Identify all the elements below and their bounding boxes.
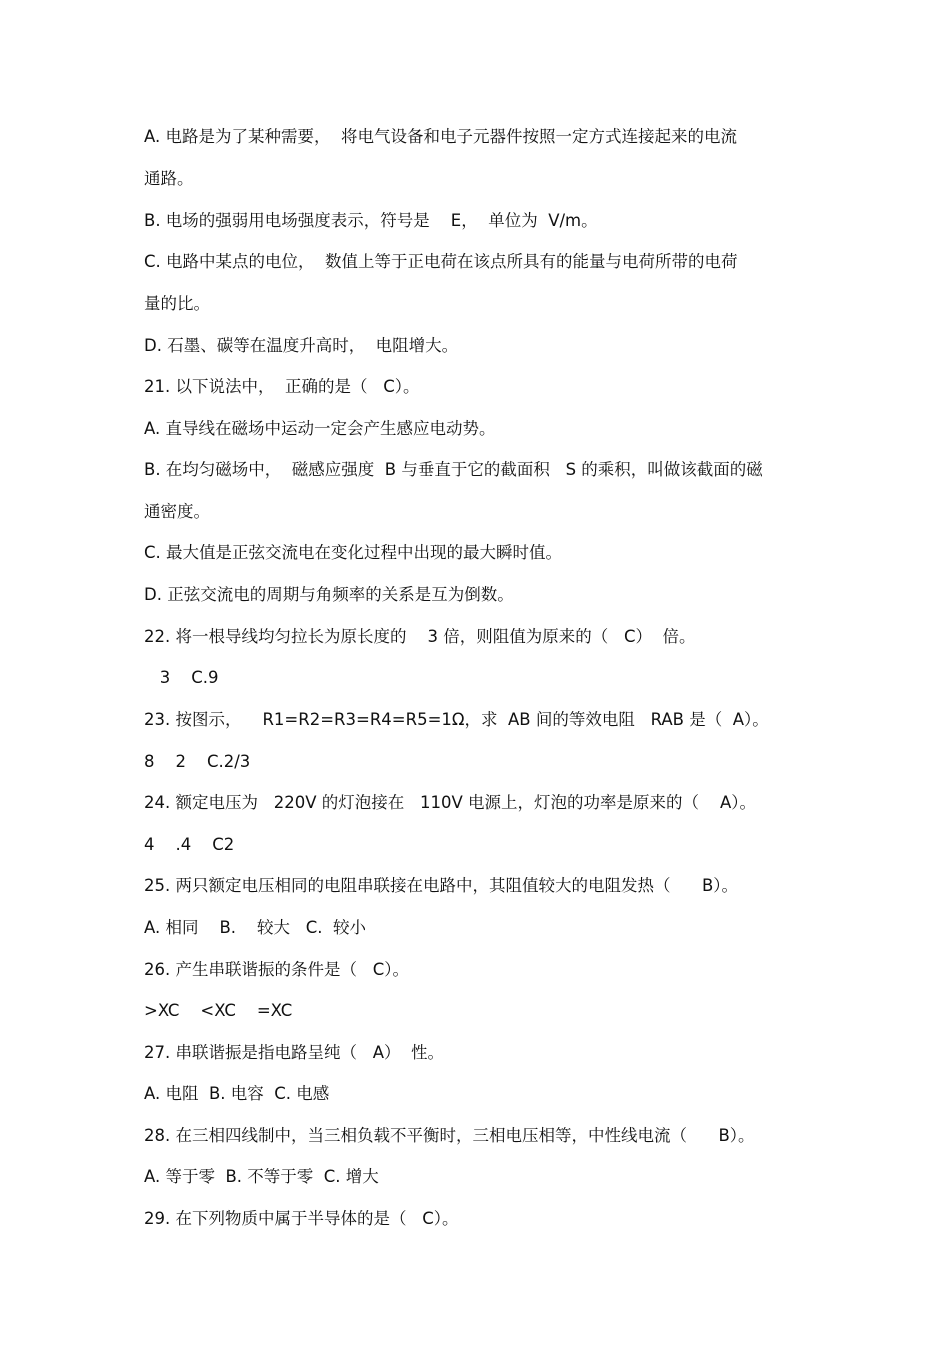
question-line: 24. 额定电压为 220V 的灯泡接在 110V 电源上，灯泡的功率是原来的（ A）。 [144, 793, 757, 812]
options-line: A. 相同 B. 较大 C. 较小 [144, 918, 367, 937]
options-line: >XC <XC =XC [144, 1001, 293, 1020]
text-line: 通密度。 [144, 502, 210, 521]
text-line: 量的比。 [144, 294, 210, 313]
question-line: 26. 产生串联谐振的条件是（ C）。 [144, 960, 409, 979]
text-line: C. 最大值是正弦交流电在变化过程中出现的最大瞬时值。 [144, 543, 563, 562]
options-line: 4 .4 C2 [144, 835, 235, 854]
options-line: 8 2 C.2/3 [144, 752, 251, 771]
options-line: 3 C.9 [144, 668, 219, 687]
question-line: 28. 在三相四线制中，当三相负载不平衡时，三相电压相等，中性线电流（ B）。 [144, 1126, 755, 1145]
question-line: 21. 以下说法中， 正确的是（ C）。 [144, 377, 420, 396]
options-line: A. 等于零 B. 不等于零 C. 增大 [144, 1167, 379, 1186]
text-line: 通路。 [144, 169, 194, 188]
text-line: C. 电路中某点的电位， 数值上等于正电荷在该点所具有的能量与电荷所带的电荷 [144, 252, 738, 271]
question-line: 22. 将一根导线均匀拉长为原长度的 3 倍，则阻值为原来的（ C） 倍。 [144, 627, 696, 646]
text-line: A. 直导线在磁场中运动一定会产生感应电动势。 [144, 419, 496, 438]
question-line: 29. 在下列物质中属于半导体的是（ C）。 [144, 1209, 459, 1228]
options-line: A. 电阻 B. 电容 C. 电感 [144, 1084, 330, 1103]
text-line: A. 电路是为了某种需要， 将电气设备和电子元器件按照一定方式连接起来的电流 [144, 127, 737, 146]
text-line: D. 石墨、碳等在温度升高时， 电阻增大。 [144, 336, 459, 355]
text-line: D. 正弦交流电的周期与角频率的关系是互为倒数。 [144, 585, 514, 604]
text-line: B. 在均匀磁场中， 磁感应强度 B 与垂直于它的截面积 S 的乘积，叫做该截面的磁 [144, 460, 763, 479]
question-line: 25. 两只额定电压相同的电阻串联接在电路中，其阻值较大的电阻发热（ B）。 [144, 876, 739, 895]
text-line: B. 电场的强弱用电场强度表示，符号是 E， 单位为 V/m。 [144, 211, 598, 230]
question-line: 27. 串联谐振是指电路呈纯（ A） 性。 [144, 1043, 444, 1062]
question-line: 23. 按图示， R1=R2=R3=R4=R5=1Ω，求 AB 间的等效电阻 RAB 是（ A）。 [144, 710, 769, 729]
